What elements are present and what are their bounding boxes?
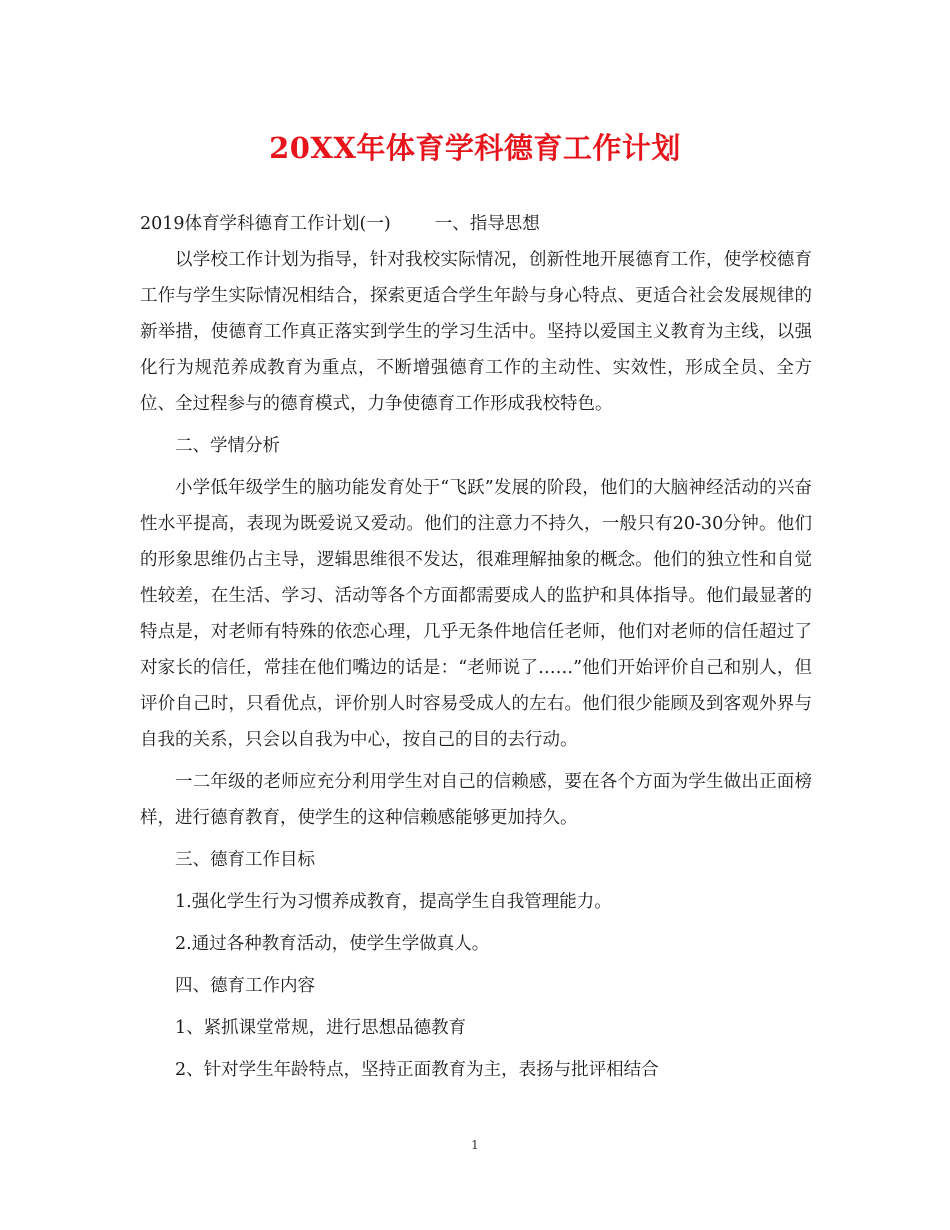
document-subtitle: 2019体育学科德育工作计划(一) (140, 214, 391, 234)
page-number: 1 (471, 1138, 479, 1152)
section-heading: 四、德育工作内容 (175, 976, 315, 996)
document-title: 20XX年体育学科德育工作计划 (269, 131, 681, 165)
section-heading: 二、学情分析 (175, 436, 280, 456)
list-item: 2.通过各种教育活动，使学生学做真人。 (175, 934, 490, 954)
section-heading: 三、德育工作目标 (175, 850, 315, 870)
subtitle-line (140, 206, 812, 242)
document-body (140, 206, 812, 1088)
paragraph: 一二年级的老师应充分利用学生对自己的信赖感，要在各个方面为学生做出正面榜样，进行德育教育，使学生的这种信赖感能够更加持久。 (140, 772, 812, 828)
list-item: 1、紧抓课堂常规，进行思想品德教育 (175, 1018, 467, 1038)
paragraph: 以学校工作计划为指导，针对我校实际情况，创新性地开展德育工作，使学校德育工作与学生实际情况相结合，探索更适合学生年龄与身心特点、更适合社会发展规律的新举措，使德育工作真正落实到学生的学习生活中。坚持以爱国主义教育为主线，以强化行为规范养成教育为重点，不断增强德育工作的主动性、实效性，形成全员、全方位、全过程参与的德育模式，力争使德育工作形成我校特色。 (140, 250, 812, 414)
section-heading-guiding-ideology: 一、指导思想 (434, 214, 540, 234)
list-item: 1.强化学生行为习惯养成教育，提高学生自我管理能力。 (175, 892, 612, 912)
paragraph: 小学低年级学生的脑功能发育处于“飞跃”发展的阶段，他们的大脑神经活动的兴奋性水平提高，表现为既爱说又爱动。他们的注意力不持久，一般只有20-30分钟。他们的形象思维仍占主导，逻辑思维很不发达，很难理解抽象的概念。他们的独立性和自觉性较差，在生活、学习、活动等各个方面都需要成人的监护和具体指导。他们最显著的特点是，对老师有特殊的依恋心理，几乎无条件地信任老师，他们对老师的信任超过了对家长的信任，常挂在他们嘴边的话是：“老师说了……”他们开始评价自己和别人，但评价自己时，只看优点，评价别人时容易受成人的左右。他们很少能顾及到客观外界与自我的关系，只会以自我为中心，按自己的目的去行动。 (140, 478, 812, 750)
list-item: 2、针对学生年龄特点，坚持正面教育为主，表扬与批评相结合 (175, 1060, 659, 1080)
